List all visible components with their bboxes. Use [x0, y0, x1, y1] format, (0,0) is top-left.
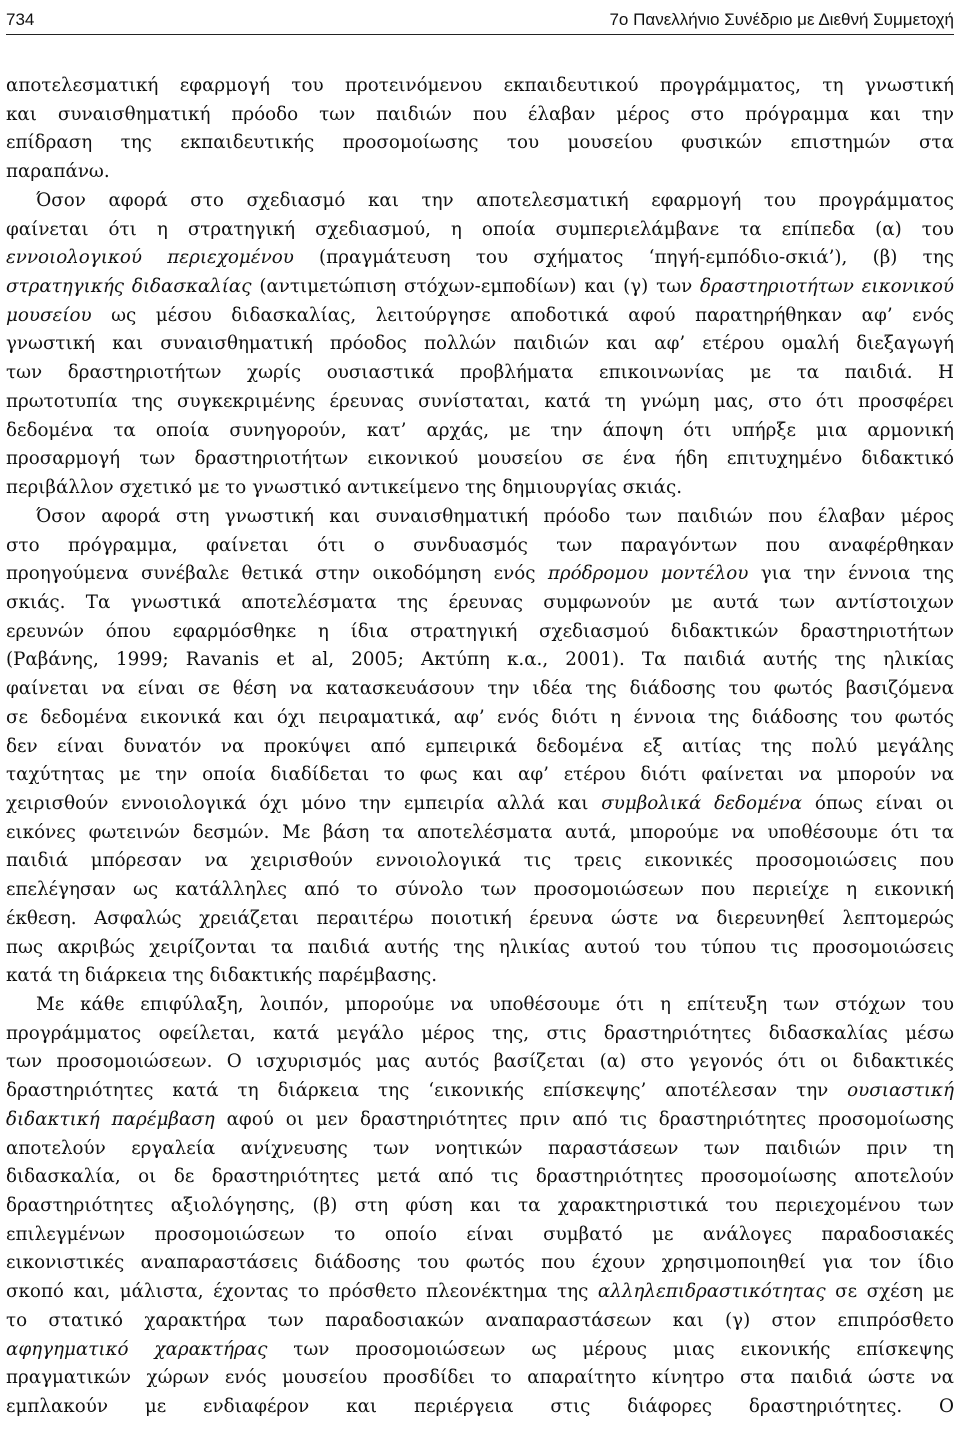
text-run: ταχύτητας με την οποία διαδίδεται το φως και αφ’ ετέρου διότι φαίνεται να μπορούν να — [6, 764, 954, 786]
text-line — [6, 187, 954, 216]
italic-term: αφηγηματικό χαρακτήρας — [6, 1338, 268, 1360]
text-run: Με κάθε επιφύλαξη, λοιπόν, μπορούμε να υποθέσουμε ότι η επίτευξη των στόχων του — [36, 994, 954, 1015]
text-line — [6, 1135, 954, 1164]
page-number: 734 — [6, 10, 35, 29]
text-line — [6, 790, 954, 819]
italic-term: στρατηγικής διδασκαλίας — [6, 276, 252, 298]
text-run: αφού οι μεν δραστηριότητες πριν από τις δραστηριότητες προσομοίωσης — [214, 1108, 954, 1130]
italic-term: δραστηριοτήτων εικονικού — [700, 276, 954, 298]
text-line — [6, 819, 954, 848]
text-run: σε δεδομένα εικονικά και όχι πειραματικά, αφ’ ενός διότι η έννοια της διάδοσης του φωτός — [6, 706, 954, 728]
text-run: γνωστική και συναισθηματική πρόοδος πολλών παιδιών και αφ’ ετέρου ομαλή διεξαγωγή — [6, 333, 954, 355]
text-run: το στατικό χαρακτήρα των παραδοσιακών αναπαραστάσεων και (γ) στον επιπρόσθετο — [6, 1309, 954, 1331]
page-header — [6, 4, 954, 30]
text-run: δεν είναι δυνατόν να προκύψει από εμπειρικά δεδομένα εξ αιτίας της πολύ μεγάλης — [6, 735, 954, 757]
text-line — [6, 847, 954, 876]
text-run: σε σχέση με — [825, 1281, 954, 1303]
text-run: όπως είναι οι — [802, 792, 954, 814]
text-run: προηγούμενα συνέβαλε θετικά στην οικοδόμηση ενός — [6, 563, 548, 585]
text-line — [6, 1048, 954, 1077]
text-line — [6, 1336, 954, 1365]
text-run: Όσον αφορά στη γνωστική και συναισθηματική πρόοδο των παιδιών που έλαβαν μέρος — [36, 505, 954, 527]
text-run: πρωτοτυπία της συγκεκριμένης έρευνας συνίσταται, κατά τη γνώμη μας, στο ότι προσφέρει — [6, 390, 954, 412]
text-line — [6, 1020, 954, 1049]
text-run: εικονιστικές αναπαραστάσεις διάδοσης του φωτός που έχουν χρησιμοποιηθεί για τον ίδιο — [6, 1252, 954, 1274]
text-run: εικόνες φωτεινών δεσμών. Με βάση τα αποτελέσματα αυτά, μπορούμε να υποθέσουμε ότι τα — [6, 821, 954, 843]
text-run: ερευνών όπου εφαρμόσθηκε η ίδια στρατηγική σχεδιασμού διδακτικών δραστηριοτήτων — [6, 620, 954, 642]
text-run: στο πρόγραμμα, φαίνεται ότι ο συνδυασμός των παραγόντων που αναφέρθηκαν — [6, 534, 954, 556]
text-line — [6, 503, 954, 532]
text-run: (πραγμάτευση του σχήματος ‘πηγή-εμπόδιο-σκιά’), (β) της — [293, 247, 954, 269]
text-line — [6, 359, 954, 388]
text-line — [6, 330, 954, 359]
text-line — [6, 302, 954, 331]
text-line — [6, 991, 954, 1020]
text-line — [6, 589, 954, 618]
italic-term: αλληλεπιδραστικότητας — [597, 1281, 826, 1303]
text-run: δραστηριότητες αξιολόγησης, (β) στη φύση και τα χαρακτηριστικά του περιεχομένου των — [6, 1195, 954, 1217]
text-line — [6, 417, 954, 446]
text-line — [6, 388, 954, 417]
text-run: φαίνεται ότι η στρατηγική σχεδιασμού, η οποία συμπεριελάμβανε τα επίπεδα (α) του — [6, 218, 954, 240]
text-line — [6, 934, 954, 963]
text-run: σκιάς. Τα γνωστικά αποτελέσματα της έρευνας συμφωνούν με αυτά των αντίστοιχων — [6, 591, 954, 613]
text-line — [6, 876, 954, 905]
text-line — [6, 704, 954, 733]
text-run: παιδιά μπόρεσαν να χειρισθούν εννοιολογικά τις τρεις εικονικές προσομοιώσεις που — [6, 850, 954, 872]
text-run: κατά τη διάρκεια της διδακτικής παρέμβασης. — [6, 965, 438, 987]
text-run: εμπλακούν με ενδιαφέρον και περιέργεια στις διάφορες δραστηριότητες. Ο — [6, 1396, 954, 1418]
text-run: σκοπό και, μάλιστα, έχοντας το πρόσθετο πλεονέκτημα της — [6, 1281, 598, 1303]
text-run: πραγματικών χώρων ενός μουσείου προσδίδει το απαραίτητο κίνητρο στα παιδιά ώστε να — [6, 1367, 954, 1389]
text-line — [6, 761, 954, 790]
text-run: φαίνεται να είναι σε θέση να κατασκευάσουν την ιδέα της διάδοσης του φωτός βασιζόμενα — [6, 678, 954, 700]
text-run: αποτελούν εργαλεία ανίχνευσης των νοητικών παραστάσεων των παιδιών πριν τη — [6, 1137, 954, 1159]
text-run: των προσομοιώσεων. Ο ισχυρισμός μας αυτός βασίζεται (α) στο γεγονός ότι οι διδακτικές — [6, 1051, 954, 1073]
text-run: προγράμματος οφείλεται, κατά μεγάλο μέρος της, στις δραστηριότητες διδασκαλίας μέσω — [6, 1022, 954, 1044]
text-line — [6, 1192, 954, 1221]
text-line — [6, 1163, 954, 1192]
text-line — [6, 273, 954, 302]
text-line — [6, 675, 954, 704]
text-run: πως ακριβώς χειρίζονται τα παιδιά αυτής της ηλικίας αυτού του τύπου τις προσομοιώσεις — [6, 936, 954, 958]
text-line — [6, 618, 954, 647]
text-run: διδασκαλία, οι δε δραστηριότητες μετά από τις δραστηριότητες προσομοίωσης αποτελούν — [6, 1166, 954, 1188]
italic-term: εννοιολογικού περιεχομένου — [6, 247, 294, 269]
italic-term: μουσείου — [6, 304, 92, 326]
text-run: επελέγησαν ως κατάλληλες από το σύνολο των προσομοιώσεων που περιείχε η εικονική — [6, 879, 954, 901]
header-rule — [6, 34, 954, 35]
text-line — [6, 101, 954, 130]
running-title: 7ο Πανελλήνιο Συνέδριο με Διεθνή Συμμετοχή — [609, 10, 954, 29]
text-run: αποτελεσματική εφαρμογή του προτεινόμενου εκπαιδευτικού προγράμματος, τη γνωστική — [6, 75, 954, 96]
text-line — [6, 1393, 954, 1422]
text-line — [6, 905, 954, 934]
text-line — [6, 1307, 954, 1336]
body-text — [6, 72, 954, 1422]
italic-term: ουσιαστική — [847, 1080, 954, 1102]
text-line — [6, 158, 954, 187]
italic-term: συμβολικά δεδομένα — [601, 792, 803, 814]
text-line — [6, 1221, 954, 1250]
text-run: προσαρμογή των δραστηριοτήτων εικονικού μουσείου σε ένα ήδη επιτυχημένο διδακτικό — [6, 448, 954, 470]
text-line — [6, 474, 954, 503]
text-line — [6, 1278, 954, 1307]
text-run: ως μέσου διδασκαλίας, λειτούργησε αποδοτικά αφού παρατηρήθηκαν αφ’ ενός — [91, 304, 954, 326]
text-run: και συναισθηματική πρόοδο των παιδιών που έλαβαν μέρος στο πρόγραμμα και την — [6, 103, 954, 125]
text-run: δραστηριότητες κατά τη διάρκεια της ‘εικονικής επίσκεψης’ αποτέλεσαν την — [6, 1080, 848, 1102]
text-line — [6, 962, 954, 991]
italic-term: πρόδρομου μοντέλου — [547, 563, 749, 585]
text-line — [6, 646, 954, 675]
text-line — [6, 733, 954, 762]
text-run: περιβάλλον σχετικό με το γνωστικό αντικείμενο της δημιουργίας σκιάς. — [6, 477, 683, 499]
text-run: χειρισθούν εννοιολογικά όχι μόνο την εμπειρία αλλά και — [6, 792, 602, 814]
text-line — [6, 1077, 954, 1106]
text-run: των προσομοιώσεων ως μέρους μιας εικονικής επίσκεψης — [267, 1338, 954, 1360]
italic-term: διδακτική παρέμβαση — [6, 1108, 215, 1130]
text-run: δεδομένα τα οποία συνηγορούν, κατ’ αρχάς, με την άποψη ότι υπήρξε μια αρμονική — [6, 419, 954, 441]
text-run: επίδραση της εκπαιδευτικής προσομοίωσης του μουσείου φυσικών επιστημών στα — [6, 132, 954, 154]
text-line — [6, 445, 954, 474]
text-line — [6, 1364, 954, 1393]
text-run: Όσον αφορά στο σχεδιασμό και την αποτελεσματική εφαρμογή του προγράμματος — [36, 189, 954, 211]
text-run: παραπάνω. — [6, 161, 110, 183]
text-line — [6, 1106, 954, 1135]
text-run: (Ραβάνης, 1999; Ravanis et al, 2005; Ακτύπη κ.α., 2001). Τα παιδιά αυτής της ηλικίας — [6, 649, 954, 671]
text-line — [6, 129, 954, 158]
text-run: των δραστηριοτήτων χωρίς ουσιαστικά προβλήματα επικοινωνίας με τα παιδιά. Η — [6, 362, 954, 384]
text-run: επιλεγμένων προσομοιώσεων το οποίο είναι συμβατό με ανάλογες παραδοσιακές — [6, 1223, 954, 1245]
text-run: έκθεση. Ασφαλώς χρειάζεται περαιτέρω ποιοτική έρευνα ώστε να διερευνηθεί λεπτομερώς — [6, 907, 954, 929]
text-line — [6, 244, 954, 273]
text-run: για την έννοια της — [748, 563, 954, 585]
text-line — [6, 1249, 954, 1278]
text-line — [6, 72, 954, 101]
text-line — [6, 560, 954, 589]
text-line — [6, 532, 954, 561]
text-line — [6, 216, 954, 245]
text-run: (αντιμετώπιση στόχων-εμποδίων) και (γ) των — [251, 276, 701, 298]
